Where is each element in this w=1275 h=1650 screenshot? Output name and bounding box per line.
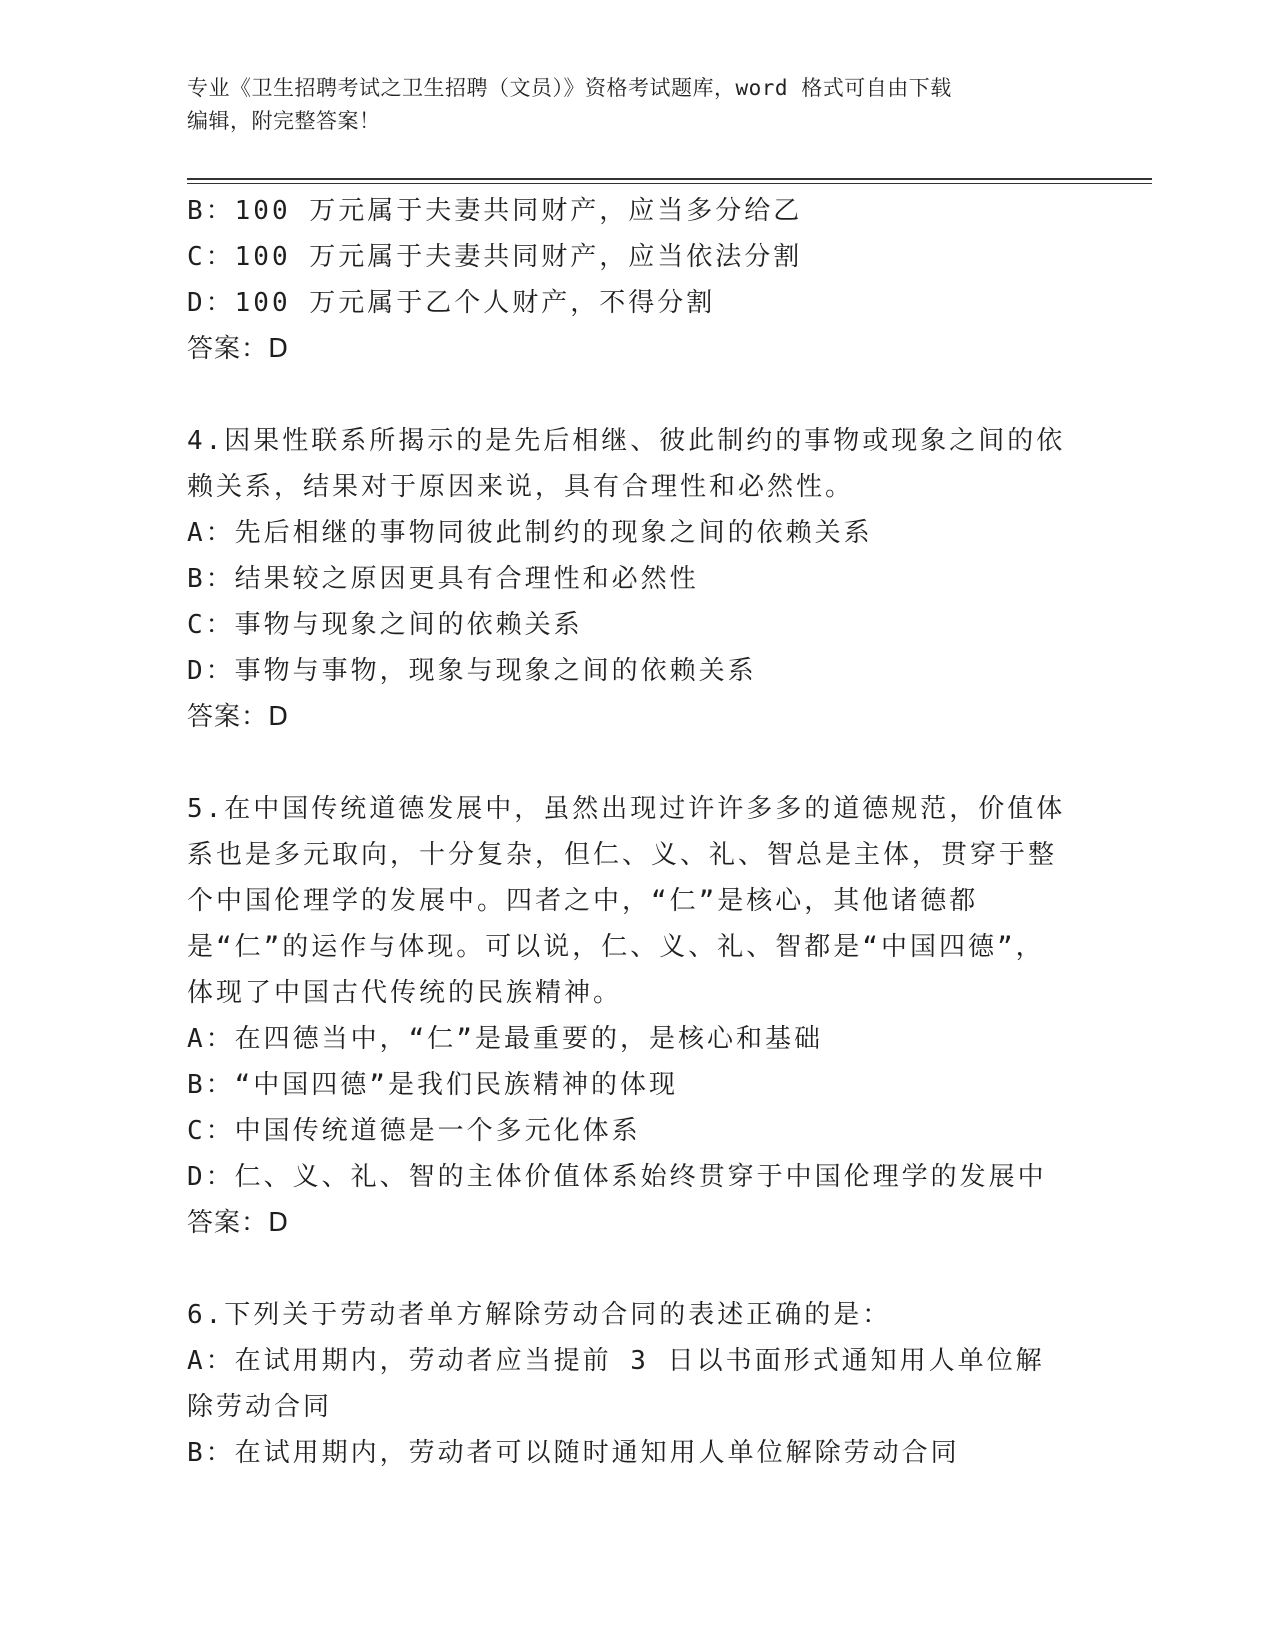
header-divider-thin: [187, 183, 1152, 184]
q5-option-c: C：中国传统道德是一个多元化体系: [187, 1116, 641, 1146]
q5-question: 5.在中国传统道德发展中，虽然出现过许许多多的道德规范，价值体系也是多元取向，十分复杂，但仁、义、礼、智总是主体，贯穿于整个中国伦理学的发展中。四者之中，“仁”是核心，其他诸德都是“仁”的运作与体现。可以说，仁、义、礼、智都是“中国四德”，体现了中国古代传统的民族精神。: [187, 794, 1066, 1008]
document-body: [187, 188, 1067, 1476]
question-3-remainder: [187, 188, 1067, 372]
page-header: [187, 72, 1087, 138]
q5-option-d: D：仁、义、礼、智的主体价值体系始终贯穿于中国伦理学的发展中: [187, 1162, 1047, 1192]
q5-answer: 答案：D: [187, 1208, 290, 1238]
question-4: [187, 418, 1067, 740]
q5-option-b: B：“中国四德”是我们民族精神的体现: [187, 1070, 678, 1100]
q4-option-b: B：结果较之原因更具有合理性和必然性: [187, 564, 699, 594]
q3-answer: 答案：D: [187, 334, 290, 364]
q3-option-b: B：100 万元属于夫妻共同财产，应当多分给乙: [187, 196, 803, 226]
header-line-1: 专业《卫生招聘考试之卫生招聘（文员）》资格考试题库，word 格式可自由下载: [187, 76, 952, 100]
q6-option-b: B：在试用期内，劳动者可以随时通知用人单位解除劳动合同: [187, 1438, 960, 1468]
header-divider-thick: [187, 178, 1152, 180]
spacer: [187, 740, 1067, 786]
q3-option-c: C：100 万元属于夫妻共同财产，应当依法分割: [187, 242, 803, 272]
q4-option-c: C：事物与现象之间的依赖关系: [187, 610, 583, 640]
q4-answer: 答案：D: [187, 702, 290, 732]
q6-question: 6.下列关于劳动者单方解除劳动合同的表述正确的是：: [187, 1300, 892, 1330]
q4-question: 4.因果性联系所揭示的是先后相继、彼此制约的事物或现象之间的依赖关系，结果对于原因来说，具有合理性和必然性。: [187, 426, 1066, 502]
question-5: [187, 786, 1067, 1246]
q4-option-a: A：先后相继的事物同彼此制约的现象之间的依赖关系: [187, 518, 873, 548]
q4-option-d: D：事物与事物，现象与现象之间的依赖关系: [187, 656, 757, 686]
header-line-2: 编辑，附完整答案！: [187, 109, 381, 133]
q3-option-d: D：100 万元属于乙个人财产，不得分割: [187, 288, 716, 318]
q6-option-a: A：在试用期内，劳动者应当提前 3 日以书面形式通知用人单位解除劳动合同: [187, 1346, 1045, 1422]
spacer: [187, 372, 1067, 418]
spacer: [187, 1246, 1067, 1292]
q5-option-a: A：在四德当中，“仁”是最重要的，是核心和基础: [187, 1024, 823, 1054]
question-6: [187, 1292, 1067, 1476]
